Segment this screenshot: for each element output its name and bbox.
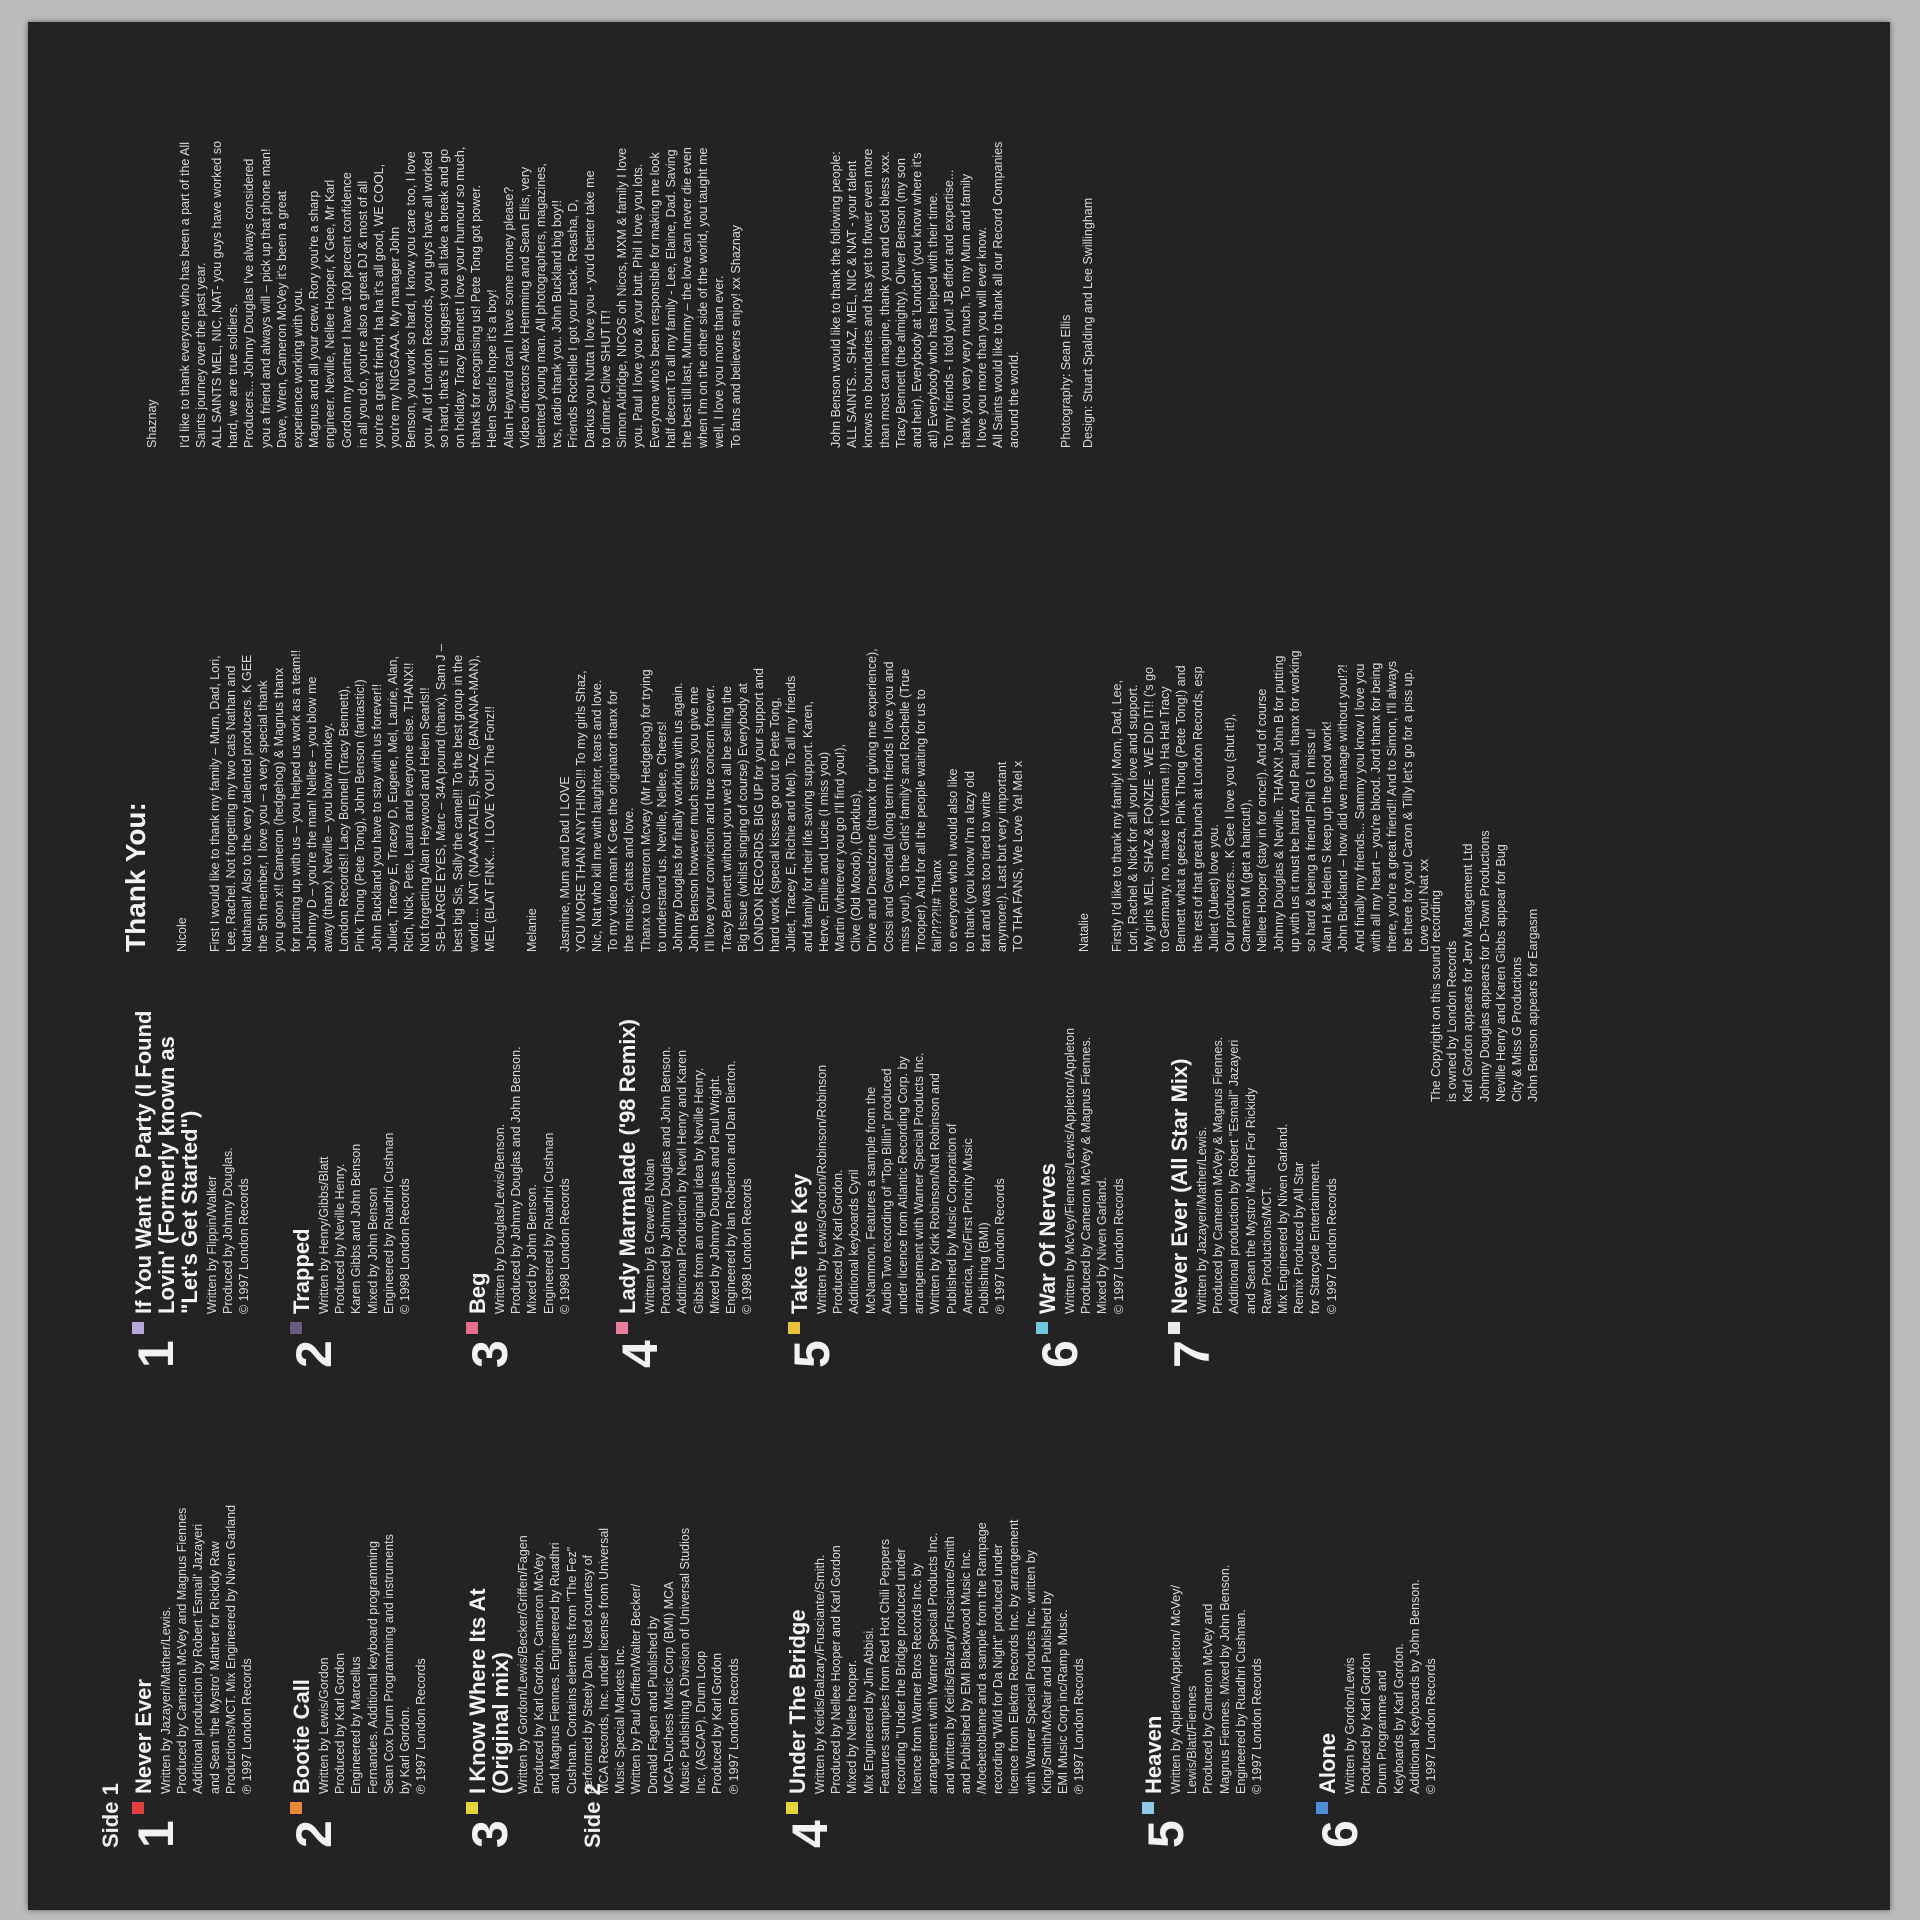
side1-track-2 bbox=[286, 1408, 429, 1848]
side1-track-1 bbox=[128, 1408, 255, 1848]
track-number: 2 bbox=[286, 1340, 342, 1368]
track-title: Take The Key bbox=[787, 1173, 812, 1314]
side2-track-5 bbox=[784, 928, 1008, 1368]
track-number: 5 bbox=[1138, 1820, 1194, 1848]
side-2-heading: Side 2 bbox=[580, 1783, 605, 1848]
side1-track-3 bbox=[462, 1408, 742, 1848]
track-color-square bbox=[1036, 1322, 1048, 1334]
side2-track-7 bbox=[1164, 928, 1340, 1368]
thanks-nicole bbox=[158, 482, 498, 952]
thanks-shaznay-name: Shaznay bbox=[145, 399, 160, 448]
thanks-melanie-text: Jasmine, Mum and Dad I LOVE YOU MORE THAN ANYTHING!!! To my girls Shaz, Nic, Nat who kill me with laughter, tears and love. To my video man K Gee the originator thanx for the music, chats and love. Thanx to Cameron Mcvey (Mr Hedgehog) for trying to understand us. Neville, Nellee, Cheers! Johnny Douglas for finally working with us again. John Benson however much stress you give me I'll love your conviction and true concern forever. Tracy Bennett without you we'd all be selling the Big Issue (whilst singing of course) Everybody at LONDON RECORDS. BIG UP for your support and hard work (special kisses go out to Pete Tong, Juliet, Tracey E, Richie and Mel). To all my friends and family for their life saving support. Karen, Herve, Emilie and Lucie (I miss you) Martin (wherever you go I'll find you!), Clive (Old Moodo), (Darklus), Drive and Dreadzone (thanx for giving me experience), Cossi and Gwendal (long term friends I love you and miss you!). To the Girls' family's and Rochelle (True Trooper). And for all the people waiting for us to fail?!??!!# Thanx to everyone who I would also like to thank (you know I'm a lazy old fart and was too tired to write anymore!). Last but very important TO THA FANS, We Love Ya! Mel x bbox=[557, 648, 1026, 952]
track-number: 4 bbox=[612, 1340, 668, 1368]
track-number: 4 bbox=[782, 1820, 838, 1848]
track-credits: Written by Jazayeri/Mather/Lewis. Produced by Cameron McVey and Magnus Fiennes Additional production by Robert 'Esmail' Jazayeri and Sean 'the Mystro' Mather for Rickidy Raw Productions/MCT. Mix Engineered by Niven Garland ℗ 1997 London Records bbox=[159, 1504, 255, 1794]
track-number: 3 bbox=[462, 1820, 518, 1848]
track-title: Heaven bbox=[1141, 1715, 1166, 1794]
track-credits: Written by Douglas/Lewis/Benson. Produced by Johnny Douglas and John Benson. Mixed by John Benson. Engineered by Ruadhri Cushnan © 1998 London Records bbox=[493, 1046, 572, 1314]
track-title: If You Want To Party (I Found Lovin' (Formerly known as "Let's Get Started") bbox=[131, 1010, 202, 1314]
thanks-natalie bbox=[1060, 482, 1433, 952]
track-color-square bbox=[290, 1322, 302, 1334]
track-title: Under The Bridge bbox=[785, 1609, 810, 1794]
thanks-natalie-text: Firstly I'd like to thank my family! Mom, Dad, Lee, Lori, Rachel & Nick for all your love and support. My girls MEL, SHAZ & FONZIE - WE DID IT!! ('s go to Germany, no, make it Vienna !!) Ha Ha! Tracy Bennett what a geeza, Pink Thong (Pete Tong!) and the rest of that great bunch at London Records, esp Juliet (Juleet) love you. Our producers... K Gee I love you (shut it!), Cameron M (get a haircut!), Nellee Hooper (stay in for once!). And of course Johnny Douglas & Neville. THANX! John B for putting up with us it must be hard. And Paul, thanx for working so hard & being a friend! Phil G I miss u! Alan H & Helen S keep up the good work! John Buckland – how did we manage without you!?! And finally my friends... Sammy you know I love you with all my heart – you're blood. Jord thanx for being there, you're a great friend!! And to Simon, I'll always be there for you! Caron & Tilly let's go for a piss up. Love you! Nat xx bbox=[1109, 650, 1432, 952]
thank-you-heading: Thank You: bbox=[120, 802, 151, 952]
track-number: 1 bbox=[128, 1820, 184, 1848]
track-credits: Written by Flippin/Walker Produced by Johnny Douglas. © 1997 London Records bbox=[205, 1147, 252, 1314]
track-title: Lady Marmalade ('98 Remix) bbox=[615, 1018, 640, 1314]
side2-track-4 bbox=[612, 928, 755, 1368]
thanks-natalie-name: Natalie bbox=[1077, 913, 1092, 952]
track-title: Beg bbox=[465, 1272, 490, 1314]
track-number: 2 bbox=[286, 1820, 342, 1848]
track-number: 6 bbox=[1312, 1820, 1368, 1848]
track-number: 7 bbox=[1164, 1340, 1220, 1368]
track-color-square bbox=[466, 1802, 478, 1814]
track-credits: Written by Gordon/Lewis Produced by Karl Gordon Drum Programme and Keyboards by Karl Gordon. Additional Keyboards by John Benson. © 1997 London Records bbox=[1343, 1579, 1439, 1794]
thanks-melanie bbox=[508, 482, 1027, 952]
track-title: Never Ever (All Star Mix) bbox=[1167, 1058, 1192, 1314]
thanks-john-benson: John Benson would like to thank the following people: ALL SAINTS... SHAZ, MEL, NIC & NAT - your talent knows no boundaries and has yet to flower even more than most can imagine, thank you and God bless xxx. Tracy Bennett (the almighty). Oliver Benson (my son and heir). Everybody at 'London' (you know where it's at!) Everybody who has helped with their time. To my friends - I told you! JB effort and expertise... thank you very very much. To my Mum and family I love you more than you will ever know. All Saints would like to thank all our Record Companies around the world. bbox=[829, 141, 1022, 448]
track-title: Bootie Call bbox=[289, 1679, 314, 1794]
track-color-square bbox=[466, 1322, 478, 1334]
track-color-square bbox=[786, 1802, 798, 1814]
track-color-square bbox=[1168, 1322, 1180, 1334]
track-credits: Written by McVey/Fiennes/Lewis/Appleton/Appleton Produced by Cameron McVey & Magnus Fiennes. Mixed by Niven Garland. © 1997 London Records bbox=[1063, 1027, 1126, 1314]
track-credits: Written by Lewis/Gordon/Robinson/Robinson Produced by Karl Gordon. Additional keyboards Cyril McNammon. Features a sample from the Audio Two recording of "Top Billin" produced under licence from Atlantic Recording Corp. by arrangement with Warner Special Products Inc. Written by Kirk Robinson/Nat Robinson and Published by Music Corporation of America, Inc/First Priority Music Publishing (BMI) ℗ 1997 London Records bbox=[815, 1052, 1008, 1314]
side1-track-4 bbox=[782, 1408, 1087, 1848]
track-credits: Written by B Crewe/B Nolan Produced by Johnny Douglas and John Benson. Additional Production by Nevil Henry and Karen Gibbs from an original idea by Neville Henry. Mixed by Johnny Douglas and Paul Wright. Engineered by Ian Roberton and Dan Bierton. © 1998 London Records bbox=[643, 1046, 755, 1314]
side1-track-6 bbox=[1312, 1408, 1439, 1848]
side2-track-3 bbox=[462, 928, 573, 1368]
track-color-square bbox=[1142, 1802, 1154, 1814]
record-inner-sleeve bbox=[28, 22, 1890, 1910]
track-color-square bbox=[290, 1802, 302, 1814]
track-title: War Of Nerves bbox=[1035, 1163, 1060, 1314]
design-credit: Design: Stuart Spalding and Lee Swillingham bbox=[1081, 197, 1095, 448]
side1-track-5 bbox=[1138, 1408, 1265, 1848]
thanks-nicole-name: Nicole bbox=[175, 917, 190, 952]
track-credits: Written by Keidis/Balzary/Frusciante/Smith. Produced by Nellee Hooper and Karl Gordon Mixed by Nellee hooper. Mix Engineered by Jim Abbisi. Features samples from Red Hot Chili Peppers recording "Under the Bridge produced under licence from Warner Bros Records Inc. by arrangement with Warner Special Products Inc. and written by Keidis/Balzary/Frusciante/Smith and Published by EMI Blackwood Music Inc. /Moebetoblame and a sample from the Rampage recording "Wild for Da Night" produced under licence from Elektra Records Inc. by arrangement with Warner Special Products Inc. written by King/Smith/McNair and Published by EMI Music Corp inc/Ramp Music. ℗ 1997 London Records bbox=[813, 1519, 1087, 1794]
photography-credit: Photography: Sean Ellis bbox=[1059, 314, 1073, 448]
side-1-heading: Side 1 bbox=[98, 1783, 123, 1848]
track-title: Trapped bbox=[289, 1228, 314, 1314]
thanks-shaznay bbox=[128, 28, 744, 448]
copyright-notice: The Copyright on this sound recording is owned by London Records Karl Gordon appears for Jerv Management Ltd Johnny Douglas appears for D-Town Productions Neville Henry and Karen Gibbs appear for Bug City & Miss G Productions John Benson appears for Eargasm bbox=[1429, 830, 1541, 1102]
thanks-nicole-text: First I would like to thank my family – Mum, Dad, Lori, Lee, Rachel. Not forgetting my two cats Nathan and Nathanial! Also to the very talented producers. K GEE the 5th member, I love you – a very special thank you goon x!! Cameron (hedgehog) & Magnus thanx for putting up with us – you helped us work as a team!! Johnny D – you're the man! Nellee – you blow me away (thanx). Neville – you blow monkey. London Records!! Lacy Bonnell (Tracy Bennett), Pink Thong (Pete Tong), John Benson (fantastic!) John Buckland you have to stay with us forever!! Juliet, Tracey E, Tracey D, Eugene, Mel, Laurie, Alan, Rich, Nick, Pete, Laura and everyone else. THANX!! Not forgetting Alan Heywood and Helen Searls!! S-B-LARGE EYES, Marc – 34A pound (thanx), Sam J – best big Sis, Sally the camel!! To the best group in the world.... NAT (NAAAATALIE), SHAZ (BANANA-MAN), MEL (BLAT FINK... I LOVE YOU! The Fonz!! bbox=[207, 644, 498, 952]
track-credits: Written by Gordon/Lewis/Becker/Griffen/Fagen Produced by Karl Gordon, Cameron McVey and Magnus Fiennes. Engineered by Ruadhri Cushnan. Contains elements from "The Fez" performed by Steely Dan. Used courtesy of MCA Records, Inc. under license from Universal Music Special Markets Inc. Written by Paul Griffen/Walter Becker/ Donald Fagen and Published by MCA-Duchess Music Corp (BMI) MCA Music Publishing A Division of Universal Studios Inc. (ASCAP). Drum Loop Produced by Karl Gordon ℗ 1997 London Records bbox=[516, 1527, 741, 1794]
track-number: 1 bbox=[128, 1340, 184, 1368]
track-credits: Written by Appleton/Appleton/ McVey/ Lewis/Blatt/Fiennes Produced by Cameron McVey and Magnus Fiennes. Mixed by John Benson. Engineered by Ruadhri Cushnan. © 1997 London Records bbox=[1169, 1564, 1265, 1794]
track-color-square bbox=[132, 1802, 144, 1814]
track-number: 3 bbox=[462, 1340, 518, 1368]
track-number: 5 bbox=[784, 1340, 840, 1368]
track-number: 6 bbox=[1032, 1340, 1088, 1368]
track-color-square bbox=[1316, 1802, 1328, 1814]
side2-track-6 bbox=[1032, 928, 1127, 1368]
track-credits: Written by Henry/Gibbs/Blatt Produced by Neville Henry. Karen Gibbs and John Benson Mixed by John Benson Engineered by Ruadhri Cushnan © 1998 London Records bbox=[317, 1132, 413, 1314]
side2-track-1 bbox=[128, 928, 253, 1368]
thanks-melanie-name: Melanie bbox=[525, 908, 540, 952]
track-credits: Written by Jazayeri/Mather/Lewis. Produced by Cameron McVey & Magnus Fiennes. Additional production by Robert "Esmail" Jazayeri and Sean the Mystro' Mather For Rickidy Raw Productions/MCT. Mix Engineered by Niven Garland. Remix Produced by All Star for Starcycle Entertainment. © 1997 London Records bbox=[1195, 1036, 1339, 1314]
track-color-square bbox=[132, 1322, 144, 1334]
track-credits: Written by Lewis/Gordon Produced by Karl Gordon Engineered by Marcellus Fernandes. Additional keyboard programming Sean Cox Drum Programming and instruments by Karl Gordon. ℗ 1997 London Records bbox=[317, 1534, 429, 1794]
track-color-square bbox=[788, 1322, 800, 1334]
track-color-square bbox=[616, 1322, 628, 1334]
side2-track-2 bbox=[286, 928, 413, 1368]
track-title: I Know Where Its At (Original mix) bbox=[465, 1588, 513, 1794]
track-title: Alone bbox=[1315, 1732, 1340, 1794]
track-title: Never Ever bbox=[131, 1679, 156, 1794]
thanks-shaznay-text: I'd like to thank everyone who has been a part of the All Saints journey over the past year. ALL SAINTS MEL, NIC, NAT- you guys have worked so hard, we are true soldiers. Producers... Johnny Douglas I've always considered you a friend and always will – pick up that phone man! Dave, Wren, Cameron McVey it's been a great experience working with you. Magnus and all your crew. Rory you're a sharp engineer. Neville, Nellee Hooper, K Gee, Mr Karl Gordon my partner I have 100 percent confidence in all you do, you're also a great DJ & most of all you're a great friend, ha ha it's all good, WE COOL, you're my NIGGAAA. My manager John Benson, you work so hard, I know you care too, I love you. All of London Records, you guys have all worked so hard, that's it! I suggest you all take a break and go on holiday. Tracy Bennett I love your humour so much, thanks for recognising us! Pete Tong got power. Helen Searls hope it's a boy! Alan Heyward can I have some money please? Video directors Alex Hemming and Sean Ellis, very talented young man. All photographers, magazines, tvs, radio thank you. John Buckland big boy!! Friends Rochelle I got your back. Reasha, D, Darkus you Nutta I love you - you'd better take me to dinner. Clive SHUT IT! Simon Aldridge, NICOS oh Nicos, MXM & family I love you. Paul I love you & your butt. Phil I love you lots. Everyone who's been responsible for making me look half decent To all my family - Lee, Elaine, Dad. Saving the best till last, Mummy – the love can never die even when I'm on the other side of the world, you taught me well, I love you more than ever. To fans and believers enjoy! xx Shaznay bbox=[177, 140, 743, 448]
sleeve-artwork bbox=[28, 22, 1890, 1910]
